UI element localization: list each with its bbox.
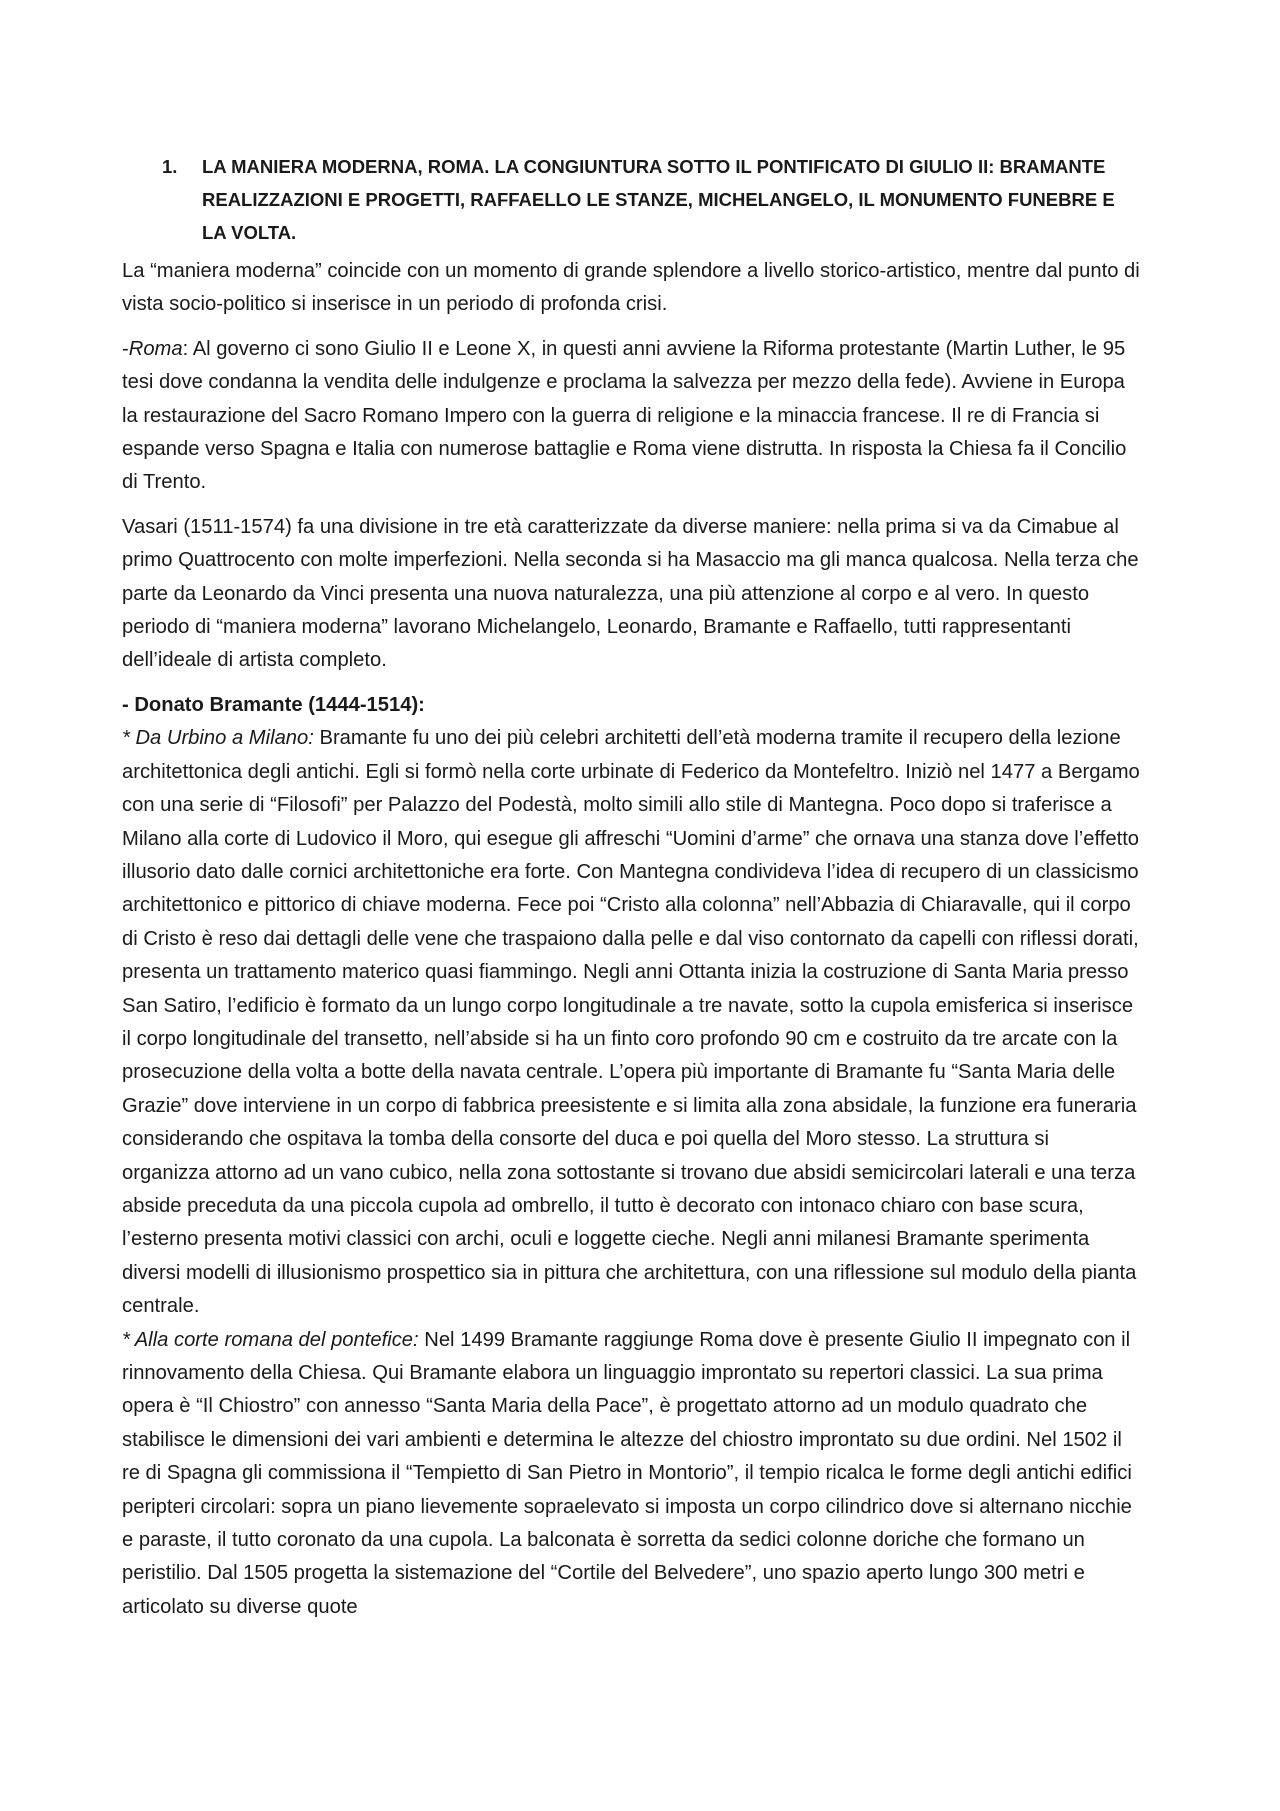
document-body <box>122 150 1142 1624</box>
roma-court-text: Nel 1499 Bramante raggiunge Roma dove è presente Giulio II impegnato con il rinnovamento della Chiesa. Qui Bramante elabora un linguaggio improntato su repertori classici. La sua prima opera è “Il Chiostro” con annesso “Santa Maria della Pace”, è progettato attorno ad un modulo quadrato che stabilisce le dimensioni dei vari ambienti e determina le altezze del chiostro improntato su due ordini. Nel 1502 il re di Spagna gli commissiona il “Tempietto di San Pietro in Montorio”, il tempio ricalca le forme degli antichi edifici peripteri circolari: sopra un piano lievemente sopraelevato si imposta un corpo cilindrico dove si alternano nicchie e paraste, il tutto coronato da una cupola. La balconata è sorretta da sedici colonne doriche che formano un peristilio. Dal 1505 progetta la sistemazione del “Cortile del Belvedere”, uno spazio aperto lungo 300 metri e articolato su diverse quote <box>122 1328 1132 1618</box>
roma-label: Roma <box>128 337 183 360</box>
milano-label: * Da Urbino a Milano: <box>122 727 314 750</box>
section-heading <box>122 150 1142 249</box>
roma-paragraph <box>122 333 1142 500</box>
milano-text: Bramante fu uno dei più celebri architetti dell’età moderna tramite il recupero della lezione architettonica degli antichi. Egli si formò nella corte urbinate di Federico da Montefeltro. Iniziò nel 1477 a Bergamo con una serie di “Filosofi” per Palazzo del Podestà, molto simili allo stile di Mantegna. Poco dopo si traferisce a Milano alla corte di Ludovico il Moro, qui esegue gli affreschi “Uomini d’arme” che ornava una stanza dove l’effetto illusorio dato dalle cornici architettoniche era forte. Con Mantegna condivideva l’idea di recupero di un classicismo architettonico e pittorico di chiave moderna. Fece poi “Cristo alla colonna” nell’Abbazia di Chiaravalle, qui il corpo di Cristo è reso dai dettagli delle vene che traspaiono dalla pelle e dal viso contornato da capelli con riflessi dorati, presenta un trattamento materico quasi fiammingo. Negli anni Ottanta inizia la costruzione di Santa Maria presso San Satiro, l’edificio è formato da un lungo corpo longitudinale a tre navate, sotto la cupola emisferica si inserisce il corpo longitudinale del transetto, nell’abside si ha un finto coro profondo 90 cm e costruito da tre arcate con la prosecuzione della volta a botte della navata centrale. L’opera più importante di Bramante fu “Santa Maria delle Grazie” dove interviene in un corpo di fabbrica preesistente e si limita alla zona absidale, la funzione era funeraria considerando che ospitava la tomba della consorte del duca e poi quella del Moro stesso. La struttura si organizza attorno ad un vano cubico, nella zona sottostante si trovano due absidi semicircolari laterali e una terza abside preceduta da una piccola cupola ad ombrello, il tutto è decorato con intonaco chiaro con base scura, l’esterno presenta motivi classici con archi, oculi e loggette cieche. Negli anni milanesi Bramante sperimenta diversi modelli di illusionismo prospettico sia in pittura che architettura, con una riflessione sul modulo della pianta centrale. <box>122 727 1140 1318</box>
heading-text: LA MANIERA MODERNA, ROMA. LA CONGIUNTURA SOTTO IL PONTIFICATO DI GIULIO II: BRAMANTE REALIZZAZIONI E PROGETTI, RAFFAELLO LE STANZE, MICHELANGELO, IL MONUMENTO FUNEBRE E LA VOLTA. <box>202 156 1115 243</box>
bramante-title: - Donato Bramante (1444-1514): <box>122 693 425 716</box>
bramante-roma-paragraph <box>122 1324 1142 1625</box>
roma-text: : Al governo ci sono Giulio II e Leone X, in questi anni avviene la Riforma protestante (Martin Luther, le 95 tesi dove condanna la vendita delle indulgenze e proclama la salvezza per mezzo della fede). Avviene in Europa la restaurazione del Sacro Romano Impero con la guerra di religione e la minaccia francese. Il re di Francia si espande verso Spagna e Italia con numerose battaglie e Roma viene distrutta. In risposta la Chiesa fa il Concilio di Trento. <box>122 337 1127 494</box>
roma-court-label: * Alla corte romana del pontefice: <box>122 1328 419 1351</box>
intro-paragraph: La “maniera moderna” coincide con un momento di grande splendore a livello storico-artistico, mentre dal punto di vista socio-politico si inserisce in un periodo di profonda crisi. <box>122 260 1140 316</box>
heading-number: 1. <box>162 156 178 177</box>
bramante-milano-paragraph <box>122 722 1142 1323</box>
roma-prefix: - <box>122 337 129 360</box>
vasari-paragraph: Vasari (1511-1574) fa una divisione in tre età caratterizzate da diverse maniere: nella prima si va da Cimabue al primo Quattrocento con molte imperfezioni. Nella seconda si ha Masaccio ma gli manca qualcosa. Nella terza che parte da Leonardo da Vinci presenta una nuova naturalezza, una più attenzione al corpo e al vero. In questo periodo di “maniera moderna” lavorano Michelangelo, Leonardo, Bramante e Raffaello, tutti rappresentanti dell’ideale di artista completo. <box>122 515 1139 672</box>
